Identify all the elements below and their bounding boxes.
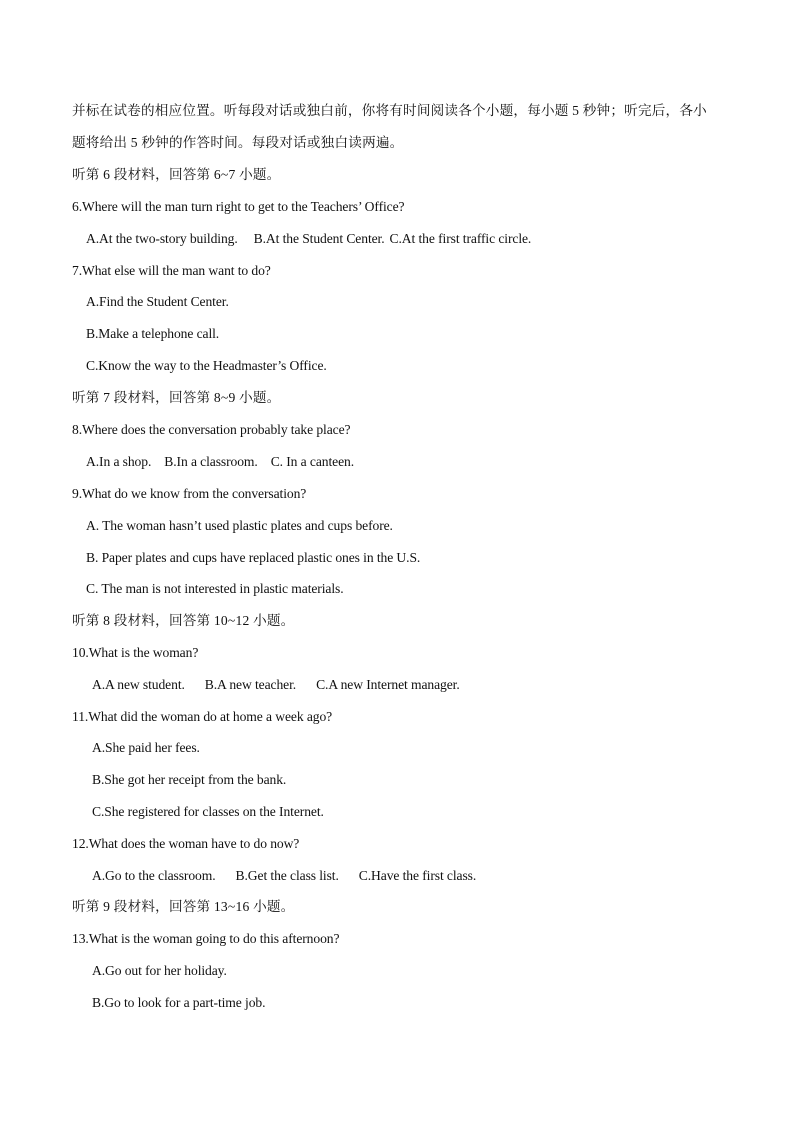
question-6-option-c[interactable]: C.At the first traffic circle. [389,231,532,246]
question-9-option-a[interactable]: A. The woman hasn’t used plastic plates and cups before. [86,518,393,533]
question-7-option-c[interactable]: C.Know the way to the Headmaster’s Office. [86,358,327,373]
question-6-stem: 6.Where will the man turn right to get to the Teachers’ Office? [72,199,405,214]
question-13-stem: 13.What is the woman going to do this afternoon? [72,931,340,946]
question-9-option-c[interactable]: C. The man is not interested in plastic materials. [86,581,344,596]
question-11-option-b[interactable]: B.She got her receipt from the bank. [92,772,287,787]
section-heading-7: 听第 7 段材料，回答第 8~9 小题。 [72,390,281,405]
question-7-stem: 7.What else will the man want to do? [72,263,271,278]
question-13-option-a[interactable]: A.Go out for her holiday. [92,963,227,978]
question-8-option-b[interactable]: B.In a classroom. [164,454,258,469]
question-6-option-a[interactable]: A.At the two-story building. [86,231,238,246]
question-12-option-b[interactable]: B.Get the class list. [235,868,339,883]
question-12-stem: 12.What does the woman have to do now? [72,836,300,851]
section-heading-6: 听第 6 段材料，回答第 6~7 小题。 [72,167,281,182]
question-9-stem: 9.What do we know from the conversation? [72,486,307,501]
question-12-options [92,867,476,885]
section-heading-8: 听第 8 段材料，回答第 10~12 小题。 [72,613,295,628]
question-10-option-c[interactable]: C.A new Internet manager. [316,677,460,692]
question-10-option-a[interactable]: A.A new student. [92,677,185,692]
question-8-stem: 8.Where does the conversation probably take place? [72,422,351,437]
question-8-options [86,453,354,471]
question-12-option-c[interactable]: C.Have the first class. [358,868,477,883]
question-8-option-c[interactable]: C. In a canteen. [270,454,355,469]
question-6-option-b[interactable]: B.At the Student Center. [253,231,385,246]
question-11-stem: 11.What did the woman do at home a week ago? [72,709,333,724]
section-heading-9: 听第 9 段材料，回答第 13~16 小题。 [72,899,295,914]
question-10-stem: 10.What is the woman? [72,645,199,660]
instructions-line-1: 并标在试卷的相应位置。听每段对话或独白前，你将有时间阅读各个小题，每小题 5 秒钟；听完后，各小 [72,103,707,118]
question-13-option-b[interactable]: B.Go to look for a part-time job. [92,995,266,1010]
instructions-line-2: 题将给出 5 秒钟的作答时间。每段对话或独白读两遍。 [72,135,404,150]
question-10-option-b[interactable]: B.A new teacher. [204,677,297,692]
question-11-option-a[interactable]: A.She paid her fees. [92,740,200,755]
question-10-options [92,676,460,694]
question-6-options [86,230,531,248]
question-8-option-a[interactable]: A.In a shop. [86,454,152,469]
question-7-option-a[interactable]: A.Find the Student Center. [86,294,229,309]
question-12-option-a[interactable]: A.Go to the classroom. [92,868,216,883]
question-7-option-b[interactable]: B.Make a telephone call. [86,326,220,341]
question-9-option-b[interactable]: B. Paper plates and cups have replaced plastic ones in the U.S. [86,550,421,565]
question-11-option-c[interactable]: C.She registered for classes on the Internet. [92,804,324,819]
